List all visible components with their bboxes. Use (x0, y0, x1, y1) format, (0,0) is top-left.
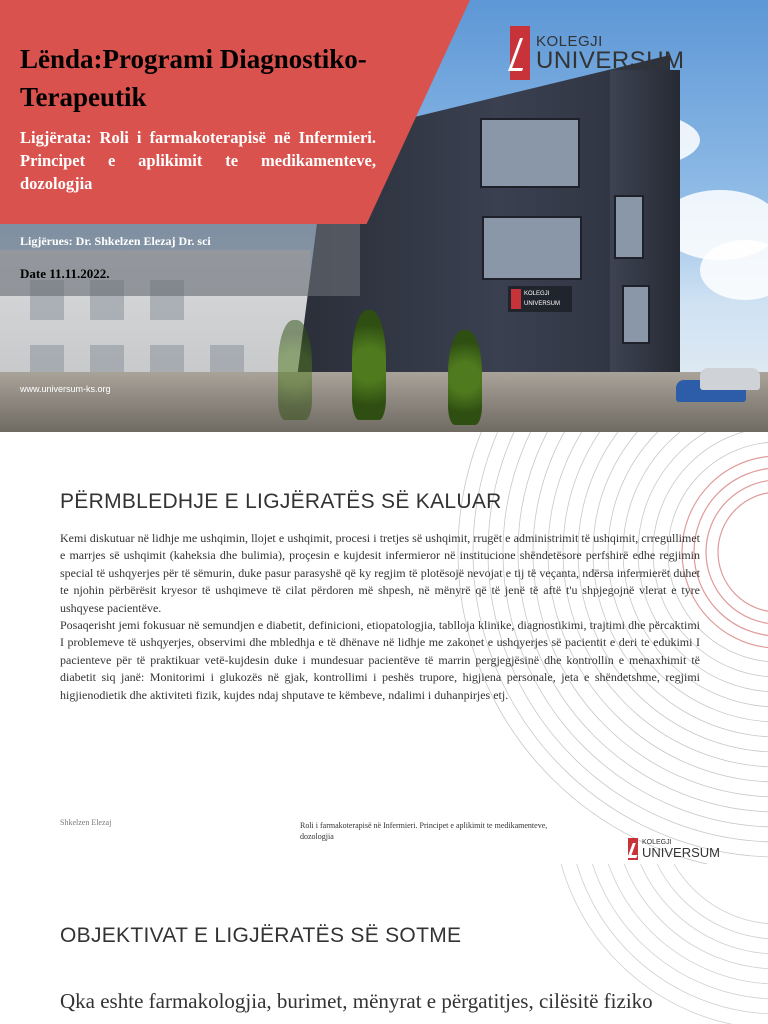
footer-logo (628, 838, 720, 860)
title-slide (0, 0, 768, 432)
objectives-text: Qka eshte farmakologjia, burimet, mënyrat e përgatitjes, cilësitë fiziko (60, 989, 653, 1013)
website-link[interactable]: www.universum-ks.org (20, 384, 111, 394)
lecturer-name: Ligjërues: Dr. Shkelzen Elezaj Dr. sci (20, 234, 211, 248)
summary-paragraph-1: Kemi diskutuar në lidhje me ushqimin, llojet e ushqimit, procesi i tretjes së ushqimit, rrugët e administrimit të ushqimit, crregullimet e marrjes së ushqimit (kaheksia dhe bulimia), proçesin e kujdesit infermieror në institucione shëndetësore perfshirë edhe regjimin special të ushqyerjes për të sëmurin, duke pasur parasyshë që ky regjim të plotësojë nevojat e tij të veçanta, ndërsa infermierët duhet te njohin përbërësit kryesor të ushqimeve të cilat përdoren më shpesh, në mënyrë që të jenë të aftë t'u shpjegojnë vlerat e tyre ushqyese pacientëve. (60, 531, 700, 615)
tree (448, 330, 482, 425)
objectives-title: OBJEKTIVAT E LIGJËRATËS SË SOTME (60, 924, 462, 947)
logo-line2: UNIVERSUM (642, 845, 721, 860)
summary-slide (0, 432, 768, 864)
building-window (480, 118, 580, 188)
building-sign: KOLEGJI UNIVERSUM (508, 286, 572, 312)
building-window (614, 195, 644, 259)
logo-mark-icon (628, 838, 638, 860)
logo-line1: KOLEGJI (642, 839, 672, 846)
logo-line2: UNIVERSUM (536, 46, 685, 74)
lecture-date: Date 11.11.2022. (20, 266, 110, 281)
course-title: Lënda:Programi Diagnostiko-Terapeutik (20, 44, 367, 112)
summary-title: PËRMBLEDHJE E LIGJËRATËS SË KALUAR (60, 490, 502, 513)
tree (278, 320, 312, 420)
objectives-slide (0, 864, 768, 1024)
footer-lecture-title: Roli i farmakoterapisë në Infermieri. Principet e aplikimit te medikamenteve, dozologjia (300, 821, 548, 841)
logo-line1: KOLEGJI (536, 32, 603, 50)
lecture-subtitle: Ligjërata: Roli i farmakoterapisë në Infermieri. Principet e aplikimit te medikamenteve, dozologjia (20, 128, 376, 193)
car (700, 368, 760, 390)
tree (352, 310, 386, 420)
building-window (482, 216, 582, 280)
footer-author: Shkelzen Elezaj (60, 818, 112, 827)
college-logo (510, 26, 685, 80)
building-window (622, 285, 650, 344)
summary-paragraph-2: Posaqerisht jemi fokusuar në semundjen e diabetit, definicioni, etiopatologjia, tablloja klinike, diagnostikimi, trajtimi dhe përcaktimi I problemeve të ushqyerjes, observimi dhe mbledhja e të dhënave në lidhje me zakonet e ushqyerjes së pacientit e deri te edukimi I pacienteve për të praktikuar vetë-kujdesin duke i mundesuar pacientëve të marrin pergjegjësinë dhe kontrollin e menaxhimit të diabetit siq janë: Monitorimi i glukozës në gjak, kontrollimi i peshës trupore, higjiena personale, jeta e shëndetshme, regjimi higjienodietik dhe aktiviteti fizik, kujdes ndaj shputave te këmbeve, ndalimi i duhanpirjes etj. (60, 618, 700, 702)
summary-text (60, 530, 700, 704)
logo-mark-icon (510, 26, 530, 80)
